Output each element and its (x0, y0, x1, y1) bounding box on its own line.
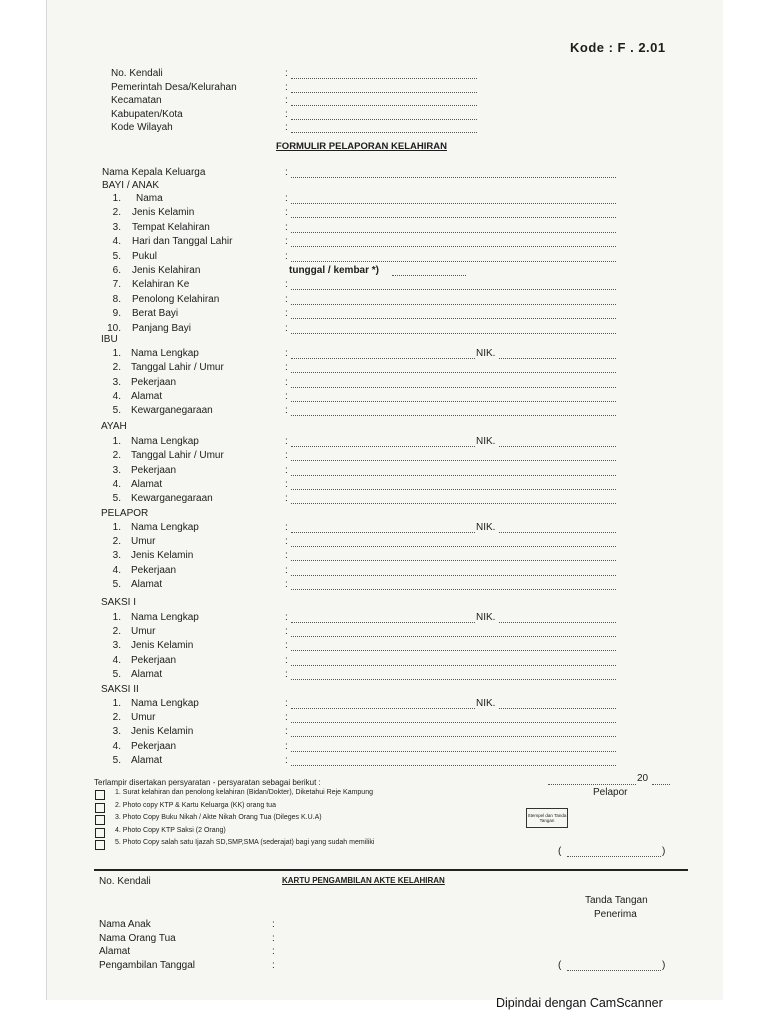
pelapor-field-line[interactable] (291, 546, 616, 547)
ayah-field-label: Nama Lengkap (131, 436, 199, 447)
pelapor-field-line[interactable] (291, 560, 616, 561)
attachment-checkbox[interactable] (95, 828, 105, 838)
colon: : (285, 236, 288, 248)
ibu-nik-line[interactable] (499, 358, 616, 359)
ayah-field-line[interactable] (291, 460, 616, 461)
nik-label: NIK. (476, 522, 496, 533)
colon: : (285, 95, 288, 106)
pelapor-field-label: Alamat (131, 578, 163, 590)
card-title: KARTU PENGAMBILAN AKTE KELAHIRAN (282, 876, 445, 885)
item-number: 1. (112, 436, 121, 447)
bayi-field-line[interactable] (291, 304, 616, 305)
item-number: 1. (112, 193, 121, 204)
attachment-checkbox[interactable] (95, 840, 105, 850)
ayah-field-label: Kewarganegaraan (131, 493, 213, 505)
colon: : (285, 81, 288, 93)
colon: : (285, 390, 288, 402)
item-number: 8. (112, 293, 121, 305)
item-number: 1. (112, 698, 121, 709)
ayah-nik-line[interactable] (499, 446, 616, 447)
saksi1-field-label: Jenis Kelamin (131, 640, 194, 652)
nik-label: NIK. (476, 612, 496, 623)
header-field-label: Kode Wilayah (111, 122, 173, 133)
bayi-field-label: Jenis Kelahiran (132, 265, 201, 276)
sign-close-paren: ) (662, 846, 666, 857)
item-number: 3. (112, 221, 121, 233)
saksi2-name-line[interactable] (291, 708, 475, 709)
saksi1-field-label: Alamat (131, 668, 163, 680)
bayi-field-line[interactable] (291, 261, 616, 262)
pelapor-field-label: Pekerjaan (131, 564, 177, 576)
form-code: Kode : F . 2.01 (570, 40, 666, 55)
colon: : (285, 493, 288, 505)
section-heading-saksi2: SAKSI II (101, 684, 139, 695)
date-line[interactable] (548, 784, 636, 785)
saksi2-field-label: Jenis Kelamin (131, 726, 194, 738)
section-heading-ayah: AYAH (101, 421, 127, 432)
pelapor-nik-line[interactable] (499, 532, 616, 533)
item-number: 4. (112, 740, 121, 752)
colon: : (285, 207, 288, 219)
header-field-label: Kecamatan (111, 95, 162, 106)
attachment-item: 5. Photo Copy salah satu Ijazah SD,SMP,SMA (sederajat) bagi yang sudah memiliki (115, 839, 375, 846)
ibu-field-label: Alamat (131, 390, 163, 402)
colon: : (285, 293, 288, 305)
saksi1-field-label: Pekerjaan (131, 654, 177, 666)
colon: : (285, 698, 288, 709)
ibu-field-line[interactable] (291, 372, 616, 373)
pelapor-sign-label: Pelapor (593, 787, 628, 798)
item-number: 5. (112, 668, 121, 680)
attachment-checkbox[interactable] (95, 790, 105, 800)
pelapor-field-label: Nama Lengkap (131, 522, 199, 533)
card-field-label: Pengambilan Tanggal (99, 959, 196, 971)
item-number: 2. (112, 207, 121, 219)
saksi1-nik-line[interactable] (499, 622, 616, 623)
saksi2-field-label: Nama Lengkap (131, 698, 199, 709)
attachment-item: 3. Photo Copy Buku Nikah / Akte Nikah Orang Tua (Dileges K.U.A) (115, 814, 322, 821)
colon: : (285, 668, 288, 680)
bayi-field-line[interactable] (291, 232, 616, 233)
card-sign-label: Tanda Tangan (585, 895, 648, 906)
ibu-field-label: Kewarganegaraan (131, 405, 213, 417)
saksi1-field-line[interactable] (291, 650, 616, 651)
item-number: 5. (112, 493, 121, 505)
colon: : (285, 754, 288, 766)
card-field-label: Nama Anak (99, 919, 151, 930)
card-divider (94, 869, 688, 871)
kepala-keluarga-label: Nama Kepala Keluarga (102, 167, 206, 178)
bayi-field-label: Penolong Kelahiran (132, 293, 220, 305)
colon: : (285, 405, 288, 417)
bayi-field-line[interactable] (291, 246, 616, 247)
ayah-field-label: Alamat (131, 478, 163, 490)
bayi-field-line[interactable] (291, 318, 616, 319)
saksi2-field-line[interactable] (291, 722, 616, 723)
bayi-field-line[interactable] (291, 217, 616, 218)
colon: : (285, 450, 288, 462)
colon: : (285, 376, 288, 388)
pelapor-name-line[interactable] (291, 532, 475, 533)
ayah-field-label: Tanggal Lahir / Umur (131, 450, 224, 462)
item-number: 7. (112, 279, 121, 291)
ayah-field-label: Pekerjaan (131, 464, 177, 476)
pelapor-sign-line[interactable] (567, 856, 661, 857)
colon: : (285, 464, 288, 476)
colon: : (285, 436, 288, 447)
sign-open-paren: ( (558, 846, 562, 857)
bayi-field-label: Jenis Kelamin (132, 207, 195, 219)
bayi-field-line[interactable] (291, 203, 616, 204)
colon: : (285, 250, 288, 262)
jenis-kelahiran-line[interactable] (392, 275, 466, 276)
colon: : (285, 322, 288, 334)
card-no-kendali: No. Kendali (99, 876, 151, 887)
kepala-keluarga-line[interactable] (291, 177, 616, 178)
bayi-field-line[interactable] (291, 289, 616, 290)
colon: : (285, 626, 288, 638)
colon: : (285, 612, 288, 623)
ibu-field-line[interactable] (291, 401, 616, 402)
nik-label: NIK. (476, 698, 496, 709)
card-sign-line[interactable] (567, 970, 661, 971)
item-number: 5. (112, 405, 121, 417)
pelapor-field-label: Jenis Kelamin (131, 550, 194, 562)
ibu-field-line[interactable] (291, 387, 616, 388)
attachments-intro: Terlampir disertakan persyaratan - persyaratan sebagai berikut : (94, 778, 321, 787)
card-sign-close-paren: ) (662, 960, 666, 971)
colon: : (285, 167, 288, 178)
colon: : (285, 478, 288, 490)
header-field-line[interactable] (291, 132, 477, 133)
card-field-label: Alamat (99, 946, 131, 957)
item-number: 3. (112, 376, 121, 388)
bayi-field-line[interactable] (291, 333, 616, 334)
item-number: 3. (112, 550, 121, 562)
colon: : (272, 919, 275, 930)
item-number: 5. (112, 250, 121, 262)
item-number: 2. (112, 536, 121, 548)
item-number: 2. (112, 450, 121, 462)
colon: : (285, 564, 288, 576)
item-number: 3. (112, 726, 121, 738)
saksi1-field-line[interactable] (291, 665, 616, 666)
colon: : (285, 712, 288, 724)
attachment-item: 2. Photo copy KTP & Kartu Keluarga (KK) orang tua (115, 801, 276, 809)
card-sign-open-paren: ( (558, 960, 562, 971)
item-number: 4. (112, 236, 121, 248)
bayi-field-label: Hari dan Tanggal Lahir (132, 236, 233, 248)
item-number: 3. (112, 640, 121, 652)
item-number: 4. (112, 478, 121, 490)
colon: : (285, 308, 288, 320)
ayah-field-line[interactable] (291, 489, 616, 490)
nik-label: NIK. (476, 348, 496, 359)
card-sign-label-2: Penerima (594, 909, 637, 920)
item-number: 4. (112, 390, 121, 402)
saksi2-field-label: Alamat (131, 754, 163, 766)
attachment-item: 4. Photo Copy KTP Saksi (2 Orang) (115, 826, 226, 834)
saksi2-field-line[interactable] (291, 736, 616, 737)
colon: : (272, 959, 275, 971)
section-heading-bayi: BAYI / ANAK (102, 180, 160, 191)
header-field-label: Kabupaten/Kota (111, 108, 183, 120)
item-number: 9. (112, 308, 121, 320)
card-field-label: Nama Orang Tua (99, 932, 176, 944)
pelapor-field-line[interactable] (291, 575, 616, 576)
colon: : (285, 68, 288, 79)
saksi1-field-label: Nama Lengkap (131, 612, 199, 623)
colon: : (285, 348, 288, 359)
colon: : (285, 536, 288, 548)
ayah-field-line[interactable] (291, 503, 616, 504)
header-field-line[interactable] (291, 92, 477, 93)
colon: : (285, 221, 288, 233)
colon: : (285, 640, 288, 652)
colon: : (285, 740, 288, 752)
header-field-line[interactable] (291, 78, 477, 79)
ibu-name-line[interactable] (291, 358, 475, 359)
section-heading-saksi1: SAKSI I (101, 597, 137, 608)
colon: : (285, 726, 288, 738)
saksi2-field-line[interactable] (291, 765, 616, 766)
item-number: 4. (112, 564, 121, 576)
saksi2-field-label: Umur (131, 712, 156, 724)
colon: : (285, 279, 288, 291)
attachment-item: 1. Surat kelahiran dan penolong kelahiran (Bidan/Dokter), Diketahui Reje Kampung (115, 789, 373, 796)
attachment-checkbox[interactable] (95, 815, 105, 825)
item-number: 10. (107, 322, 121, 334)
item-number: 5. (112, 754, 121, 766)
stamp-box: Stempel dan Tanda Tangan (526, 808, 568, 828)
ibu-field-label: Nama Lengkap (131, 348, 199, 359)
saksi2-field-line[interactable] (291, 751, 616, 752)
bayi-field-label: Kelahiran Ke (132, 279, 190, 291)
item-number: 3. (112, 464, 121, 476)
colon: : (285, 193, 288, 204)
date-year-line[interactable] (652, 784, 670, 785)
date-suffix: 20 (637, 773, 649, 784)
bayi-field-label: Pukul (132, 250, 158, 262)
nik-label: NIK. (476, 436, 496, 447)
colon: : (285, 362, 288, 374)
ibu-field-label: Tanggal Lahir / Umur (131, 362, 224, 374)
colon: : (285, 654, 288, 666)
header-field-label: Pemerintah Desa/Kelurahan (111, 81, 237, 93)
saksi2-field-label: Pekerjaan (131, 740, 177, 752)
ibu-field-label: Pekerjaan (131, 376, 177, 388)
pelapor-field-line[interactable] (291, 589, 616, 590)
form-title: FORMULIR PELAPORAN KELAHIRAN (276, 141, 447, 152)
bayi-field-label: Tempat Kelahiran (132, 221, 210, 233)
item-number: 6. (112, 265, 121, 276)
colon: : (285, 522, 288, 533)
item-number: 2. (112, 362, 121, 374)
saksi2-nik-line[interactable] (499, 708, 616, 709)
item-number: 1. (112, 348, 121, 359)
item-number: 4. (112, 654, 121, 666)
jenis-kelahiran-value: tunggal / kembar *) (289, 265, 380, 276)
header-field-line[interactable] (291, 119, 477, 120)
bayi-field-label: Nama (136, 193, 163, 204)
colon: : (272, 946, 275, 957)
colon: : (285, 108, 288, 120)
ayah-field-line[interactable] (291, 475, 616, 476)
item-number: 1. (112, 522, 121, 533)
saksi1-field-line[interactable] (291, 636, 616, 637)
ibu-field-line[interactable] (291, 415, 616, 416)
bayi-field-label: Berat Bayi (132, 308, 179, 320)
ayah-name-line[interactable] (291, 446, 475, 447)
bayi-field-label: Panjang Bayi (132, 322, 191, 334)
colon: : (285, 578, 288, 590)
item-number: 2. (112, 626, 121, 638)
colon: : (285, 122, 288, 133)
saksi1-field-label: Umur (131, 626, 156, 638)
section-heading-pelapor: PELAPOR (101, 508, 149, 519)
section-heading-ibu: IBU (101, 334, 118, 345)
item-number: 2. (112, 712, 121, 724)
colon: : (272, 932, 275, 944)
header-field-label: No. Kendali (111, 68, 163, 79)
item-number: 1. (112, 612, 121, 623)
attachment-checkbox[interactable] (95, 803, 105, 813)
pelapor-field-label: Umur (131, 536, 156, 548)
saksi1-name-line[interactable] (291, 622, 475, 623)
scanner-watermark: Dipindai dengan CamScanner (496, 996, 663, 1010)
colon: : (285, 550, 288, 562)
saksi1-field-line[interactable] (291, 679, 616, 680)
item-number: 5. (112, 578, 121, 590)
header-field-line[interactable] (291, 105, 477, 106)
